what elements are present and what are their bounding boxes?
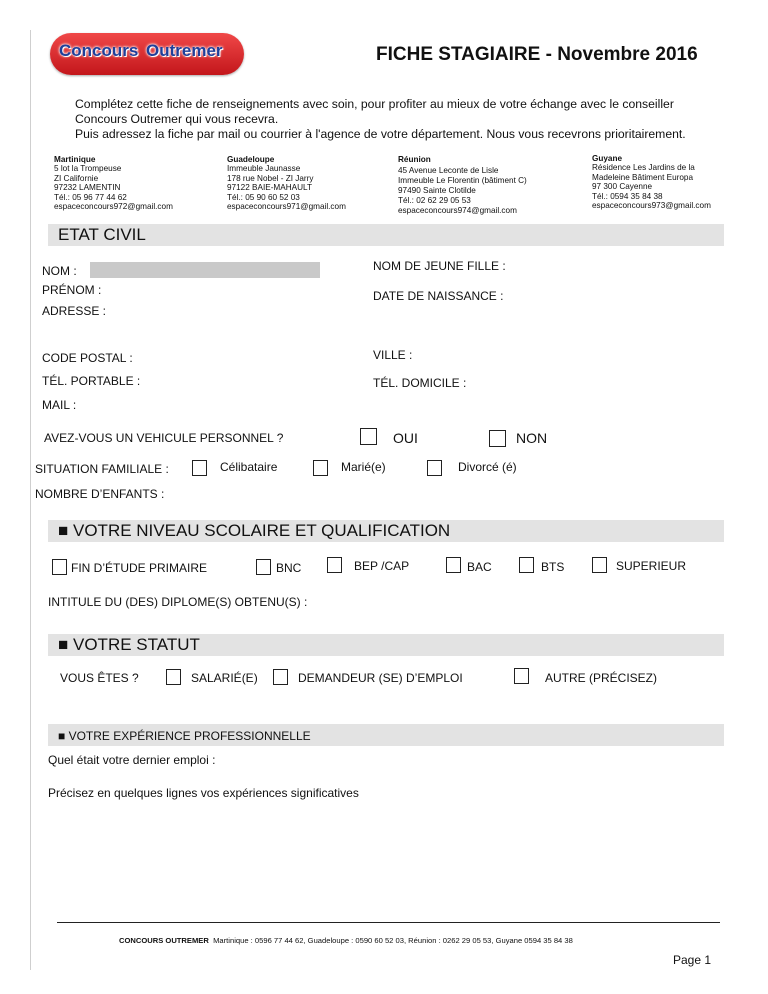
label-non: NON xyxy=(516,430,548,446)
label-bep-cap: BEP /CAP xyxy=(354,559,410,573)
checkbox-marie[interactable] xyxy=(313,460,328,476)
checkbox-demandeur-emploi[interactable] xyxy=(273,669,288,685)
agency-line: 97122 BAIE-MAHAULT xyxy=(227,183,312,193)
checkbox-bnc[interactable] xyxy=(256,559,271,575)
agency-line: Tél.: 05 96 77 44 62 xyxy=(54,192,127,202)
agency-line: Immeuble Le Florentin (bâtiment C) xyxy=(398,176,527,185)
checkbox-bep-cap[interactable] xyxy=(327,557,342,573)
agency-guyane xyxy=(592,154,711,210)
intro-line: Puis adressez la fiche par mail ou courrier à l'agence de votre département. Nous vous recevrons prioritairement. xyxy=(75,127,686,141)
label-experiences-significatives: Précisez en quelques lignes vos expériences significatives xyxy=(48,786,359,800)
page-number: Page 1 xyxy=(673,953,712,967)
agency-line: Tél.: 05 90 60 52 03 xyxy=(227,192,300,202)
agency-line: 97232 LAMENTIN xyxy=(54,183,121,193)
agency-name: Guadeloupe xyxy=(227,155,275,164)
label-adresse: ADRESSE : xyxy=(42,304,107,318)
section-heading: ■ VOTRE NIVEAU SCOLAIRE ET QUALIFICATION xyxy=(58,521,451,540)
checkbox-vehicule-oui[interactable] xyxy=(360,428,377,445)
agency-reunion xyxy=(398,155,527,216)
checkbox-autre[interactable] xyxy=(514,668,529,684)
section-etat-civil xyxy=(48,224,724,246)
label-ville: VILLE : xyxy=(373,348,413,362)
label-nombre-enfants: NOMBRE D’ENFANTS : xyxy=(35,487,165,501)
intro-text xyxy=(75,97,686,142)
label-situation-familiale: SITUATION FAMILIALE : xyxy=(35,462,169,476)
label-date-naissance: DATE DE NAISSANCE : xyxy=(373,289,504,303)
concours-outremer-logo xyxy=(50,33,244,75)
agency-line: Résidence Les Jardins de la xyxy=(592,163,695,173)
checkbox-fin-etude-primaire[interactable] xyxy=(52,559,67,575)
agency-line: Madeleine Bâtiment Europa xyxy=(592,172,694,182)
logo-word-outremer: Outremer xyxy=(146,41,223,60)
page-margin-line xyxy=(30,30,31,970)
label-mail: MAIL : xyxy=(42,398,77,412)
label-nom: NOM : xyxy=(42,264,77,278)
nom-input-redacted[interactable] xyxy=(90,262,320,278)
agency-line: espaceconcours971@gmail.com xyxy=(227,202,346,212)
label-code-postal: CODE POSTAL : xyxy=(42,351,133,365)
section-heading: ETAT CIVIL xyxy=(58,225,146,244)
label-oui: OUI xyxy=(393,430,418,446)
label-fin-etude-primaire: FIN D’ÉTUDE PRIMAIRE xyxy=(71,561,208,575)
agency-name: Martinique xyxy=(54,155,96,164)
label-superieur: SUPERIEUR xyxy=(616,559,687,573)
agency-line: espaceconcours973@gmail.com xyxy=(592,201,711,211)
label-demandeur-emploi: DEMANDEUR (SE) D’EMPLOI xyxy=(298,671,463,685)
checkbox-salarie[interactable] xyxy=(166,669,181,685)
agency-name: Réunion xyxy=(398,155,431,164)
footer-rule xyxy=(57,922,720,923)
agency-line: 178 rue Nobel - ZI Jarry xyxy=(227,173,314,183)
agency-name: Guyane xyxy=(592,154,623,163)
label-bac: BAC xyxy=(467,560,492,574)
agency-martinique xyxy=(54,155,173,211)
footer-phones: Martinique : 0596 77 44 62, Guadeloupe : 0590 60 52 03, Réunion : 0262 29 05 53, Guyane 0594 35 84 38 xyxy=(213,936,573,945)
checkbox-bts[interactable] xyxy=(519,557,534,573)
section-statut xyxy=(48,634,724,656)
label-prenom: PRÉNOM : xyxy=(42,283,102,297)
label-intitule-diplome: INTITULE DU (DES) DIPLOME(S) OBTENU(S) : xyxy=(48,595,308,609)
label-tel-domicile: TÉL. DOMICILE : xyxy=(373,376,467,390)
agency-line: 97490 Sainte Clotilde xyxy=(398,186,476,195)
label-nom-jeune-fille: NOM DE JEUNE FILLE : xyxy=(373,259,506,273)
agency-line: 97 300 Cayenne xyxy=(592,182,653,192)
page-title: FICHE STAGIAIRE - Novembre 2016 xyxy=(376,44,698,65)
footer-brand: CONCOURS OUTREMER xyxy=(119,936,209,945)
checkbox-divorce[interactable] xyxy=(427,460,442,476)
label-marie: Marié(e) xyxy=(341,460,386,474)
logo-word-concours: Concours xyxy=(59,41,139,60)
label-tel-portable: TÉL. PORTABLE : xyxy=(42,374,141,388)
agency-line: ZI Californie xyxy=(54,173,99,183)
section-heading: ■ VOTRE STATUT xyxy=(58,635,200,654)
agency-line: Tél.: 02 62 29 05 53 xyxy=(398,196,471,205)
agency-line: Immeuble Jaunasse xyxy=(227,164,301,174)
intro-line: Complétez cette fiche de renseignements avec soin, pour profiter au mieux de votre échange avec le conseiller xyxy=(75,97,674,111)
agency-guadeloupe xyxy=(227,155,346,211)
agency-line: 5 lot la Trompeuse xyxy=(54,164,122,174)
checkbox-superieur[interactable] xyxy=(592,557,607,573)
footer-contact xyxy=(119,936,573,945)
label-bts: BTS xyxy=(541,560,565,574)
label-vehicule: AVEZ-VOUS UN VEHICULE PERSONNEL ? xyxy=(44,431,284,445)
intro-line: Concours Outremer qui vous recevra. xyxy=(75,112,279,126)
checkbox-bac[interactable] xyxy=(446,557,461,573)
checkbox-vehicule-non[interactable] xyxy=(489,430,506,447)
agency-line: 45 Avenue Leconte de Lisle xyxy=(398,166,499,175)
agency-line: espaceconcours972@gmail.com xyxy=(54,202,173,212)
label-salarie: SALARIÉ(E) xyxy=(191,671,258,685)
label-celibataire: Célibataire xyxy=(220,460,278,474)
label-dernier-emploi: Quel était votre dernier emploi : xyxy=(48,753,216,767)
label-bnc: BNC xyxy=(276,561,302,575)
section-niveau-scolaire xyxy=(48,520,724,542)
section-heading: ■ VOTRE EXPÉRIENCE PROFESSIONNELLE xyxy=(58,729,311,743)
section-experience xyxy=(48,724,724,746)
agency-line: espaceconcours974@gmail.com xyxy=(398,206,517,215)
label-autre: AUTRE (PRÉCISEZ) xyxy=(545,671,658,685)
label-vous-etes: VOUS ÊTES ? xyxy=(60,671,139,685)
label-divorce: Divorcé (é) xyxy=(458,460,517,474)
checkbox-celibataire[interactable] xyxy=(192,460,207,476)
agency-line: Tél.: 0594 35 84 38 xyxy=(592,191,663,201)
